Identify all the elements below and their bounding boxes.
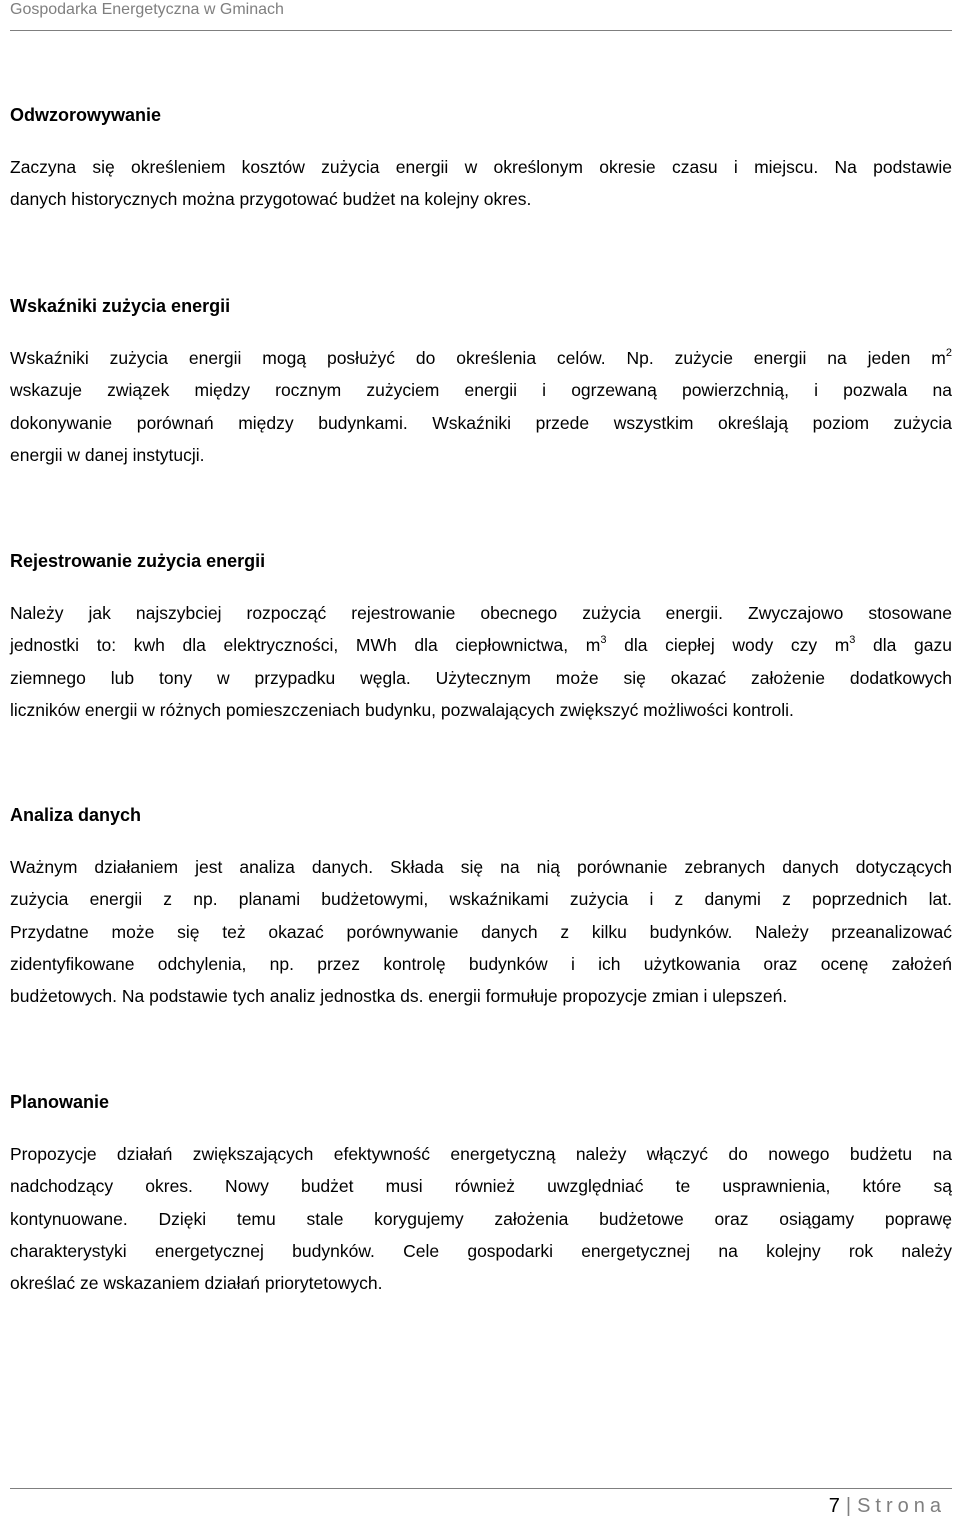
section-paragraph-odwzorowywanie — [10, 151, 952, 216]
paragraph-line: nadchodzący okres. Nowy budżet musi również uwzględniać te usprawnienia, które są — [10, 1176, 952, 1197]
section-heading-rejestrowanie: Rejestrowanie zużycia energii — [10, 551, 266, 571]
superscript-3: 3 — [600, 634, 607, 647]
section-heading-wskazniki: Wskaźniki zużycia energii — [10, 296, 231, 316]
paragraph-line: charakterystyki energetycznej budynków. Cele gospodarki energetycznej na kolejny rok należy — [10, 1240, 952, 1261]
paragraph-line: zużycia energii z np. planami budżetowymi, wskaźnikami zużycia i z danymi z poprzednich lat. — [10, 889, 952, 910]
paragraph-line: dokonywanie porównań między budynkami. Wskaźniki przede wszystkim określają poziom zużycia — [10, 412, 952, 433]
paragraph-line: zidentyfikowane odchylenia, np. przez kontrolę budynków i ich użytkowania oraz ocenę założeń — [10, 953, 952, 974]
page-word: Strona — [857, 1495, 946, 1517]
page-footer — [10, 1488, 952, 1517]
paragraph-line: danych historycznych można przygotować budżet na kolejny okres. — [10, 189, 532, 210]
paragraph-line: Propozycje działań zwiększających efektywność energetyczną należy włączyć do nowego budżetu na — [10, 1144, 952, 1164]
paragraph-line: kontynuowane. Dzięki temu stale korygujemy założenia budżetowe oraz osiągamy poprawę — [10, 1208, 952, 1229]
page-header — [10, 0, 952, 31]
paragraph-line: ziemnego lub tony w przypadku węgla. Użytecznym może się okazać założenie dodatkowych — [10, 667, 952, 688]
paragraph-line: budżetowych. Na podstawie tych analiz jednostka ds. energii formułuje propozycje zmian i ulepszeń. — [10, 986, 788, 1007]
section-heading-analiza: Analiza danych — [10, 805, 142, 825]
paragraph-line: Ważnym działaniem jest analiza danych. Składa się na nią porównanie zebranych danych dotyczących — [10, 857, 952, 877]
paragraph-line-text: Wskaźniki zużycia energii mogą posłużyć do określenia celów. Np. zużycie energii na jeden m — [10, 348, 946, 368]
section-paragraph-analiza — [10, 851, 952, 1012]
page-separator: | — [845, 1495, 852, 1517]
header-title: Gospodarka Energetyczna w Gminach — [10, 1, 284, 18]
paragraph-line: liczników energii w różnych pomieszczeniach budynku, pozwalających zwiększyć możliwości kontroli. — [10, 699, 794, 720]
paragraph-line: energii w danej instytucji. — [10, 444, 205, 465]
paragraph-line-text: dla ciepłej wody czy m — [624, 635, 850, 656]
section-heading-planowanie: Planowanie — [10, 1092, 110, 1112]
section-heading-odwzorowywanie: Odwzorowywanie — [10, 105, 162, 125]
paragraph-line: Przydatne może się też okazać porównywanie danych z kilku budynków. Należy przeanalizować — [10, 921, 952, 942]
paragraph-line — [10, 629, 952, 661]
paragraph-line-text: jednostki to: kwh dla elektryczności, MWh dla ciepłownictwa, m — [10, 635, 601, 656]
page-number-label — [829, 1495, 946, 1518]
section-paragraph-wskazniki — [10, 342, 952, 471]
superscript-2: 2 — [945, 347, 952, 359]
page-number: 7 — [828, 1495, 840, 1517]
paragraph-line: wskazuje związek między rocznym zużyciem energii i ogrzewaną powierzchnią, i pozwala na — [10, 380, 952, 401]
section-paragraph-rejestrowanie — [10, 597, 952, 726]
paragraph-line: określać ze wskazaniem działań priorytetowych. — [10, 1273, 383, 1294]
superscript-3: 3 — [849, 634, 856, 647]
paragraph-line — [10, 342, 952, 374]
paragraph-line: Należy jak najszybciej rozpocząć rejestrowanie obecnego zużycia energii. Zwyczajowo stosowane — [10, 603, 952, 623]
paragraph-line-text: dla gazu — [873, 635, 952, 656]
section-paragraph-planowanie — [10, 1138, 952, 1299]
paragraph-line: Zaczyna się określeniem kosztów zużycia energii w określonym okresie czasu i miejscu. Na podstawie — [10, 157, 952, 177]
